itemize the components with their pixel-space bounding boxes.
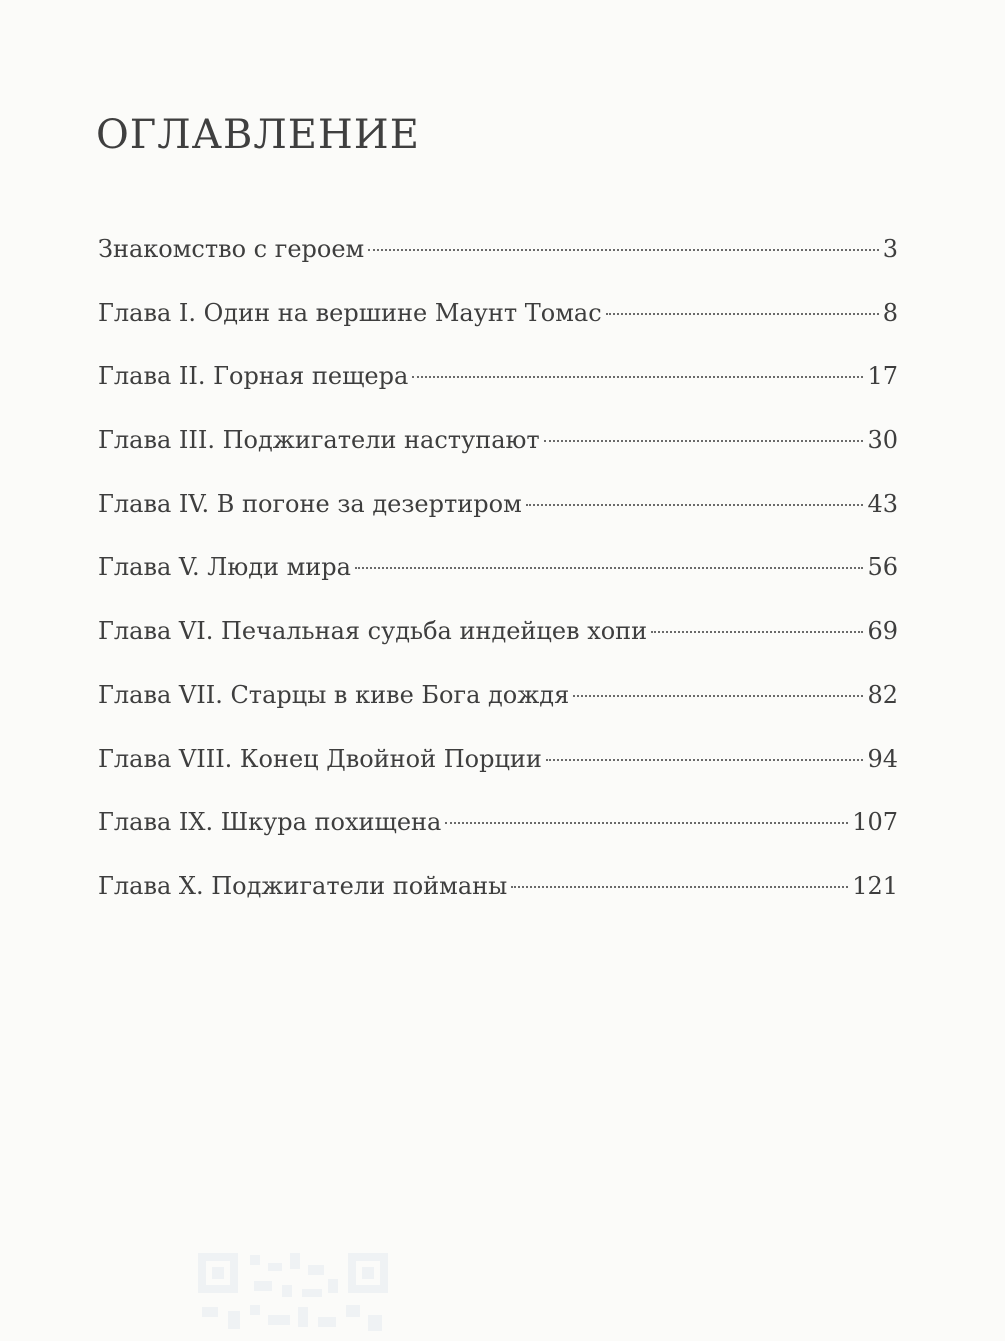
toc-dot-leader xyxy=(544,440,864,442)
toc-entry-label: Глава V. Люди мира xyxy=(98,553,351,582)
toc-entry xyxy=(98,426,898,490)
toc-entry-page: 121 xyxy=(852,871,898,900)
toc-entry-page: 69 xyxy=(867,617,898,646)
toc-entry-label: Глава II. Горная пещера xyxy=(98,362,409,391)
toc-entry-page: 82 xyxy=(867,680,898,709)
toc-dot-leader xyxy=(355,567,864,569)
toc-dot-leader xyxy=(606,313,879,315)
toc-entry-label: Глава III. Поджигатели наступают xyxy=(98,426,540,455)
toc-entry-page: 3 xyxy=(882,235,898,263)
toc-entry-page: 30 xyxy=(867,426,898,455)
toc-entry-label: Знакомство с героем xyxy=(98,235,365,263)
toc-entry xyxy=(98,362,898,426)
toc-dot-leader xyxy=(412,376,863,378)
toc-entry xyxy=(98,872,898,936)
toc-entry-page: 43 xyxy=(867,489,898,518)
toc-dot-leader xyxy=(511,886,848,888)
toc-dot-leader xyxy=(546,759,864,761)
toc-entry xyxy=(98,681,898,745)
toc-dot-leader xyxy=(651,631,863,633)
toc-entry-page: 94 xyxy=(867,744,898,773)
toc-entry-label: Глава VIII. Конец Двойной Порции xyxy=(98,744,542,773)
table-of-contents xyxy=(98,235,898,936)
toc-entry-label: Глава VII. Старцы в киве Бога дождя xyxy=(98,680,570,709)
toc-entry xyxy=(98,490,898,554)
toc-entry-label: Глава I. Один на вершине Маунт Томас xyxy=(98,298,602,327)
toc-entry-page: 17 xyxy=(867,362,898,391)
page-title: ОГЛАВЛЕНИЕ xyxy=(96,112,420,158)
toc-entry-page: 8 xyxy=(882,298,898,327)
qr-code-show-through-icon xyxy=(198,1245,388,1341)
toc-dot-leader xyxy=(573,695,863,697)
toc-dot-leader xyxy=(526,504,864,506)
toc-entry xyxy=(98,745,898,809)
toc-entry xyxy=(98,299,898,363)
toc-dot-leader xyxy=(368,249,879,251)
toc-entry xyxy=(98,617,898,681)
toc-dot-leader xyxy=(445,822,848,824)
toc-entry-label: Глава IV. В погоне за дезертиром xyxy=(98,489,522,518)
toc-entry-page: 56 xyxy=(867,553,898,582)
toc-entry-label: Глава VI. Печальная судьба индейцев хопи xyxy=(98,617,648,646)
toc-entry xyxy=(98,235,898,299)
toc-entry-label: Глава X. Поджигатели пойманы xyxy=(98,871,508,900)
toc-entry xyxy=(98,553,898,617)
toc-entry-label: Глава IX. Шкура похищена xyxy=(98,808,442,837)
toc-entry-page: 107 xyxy=(852,808,898,837)
toc-entry xyxy=(98,808,898,872)
